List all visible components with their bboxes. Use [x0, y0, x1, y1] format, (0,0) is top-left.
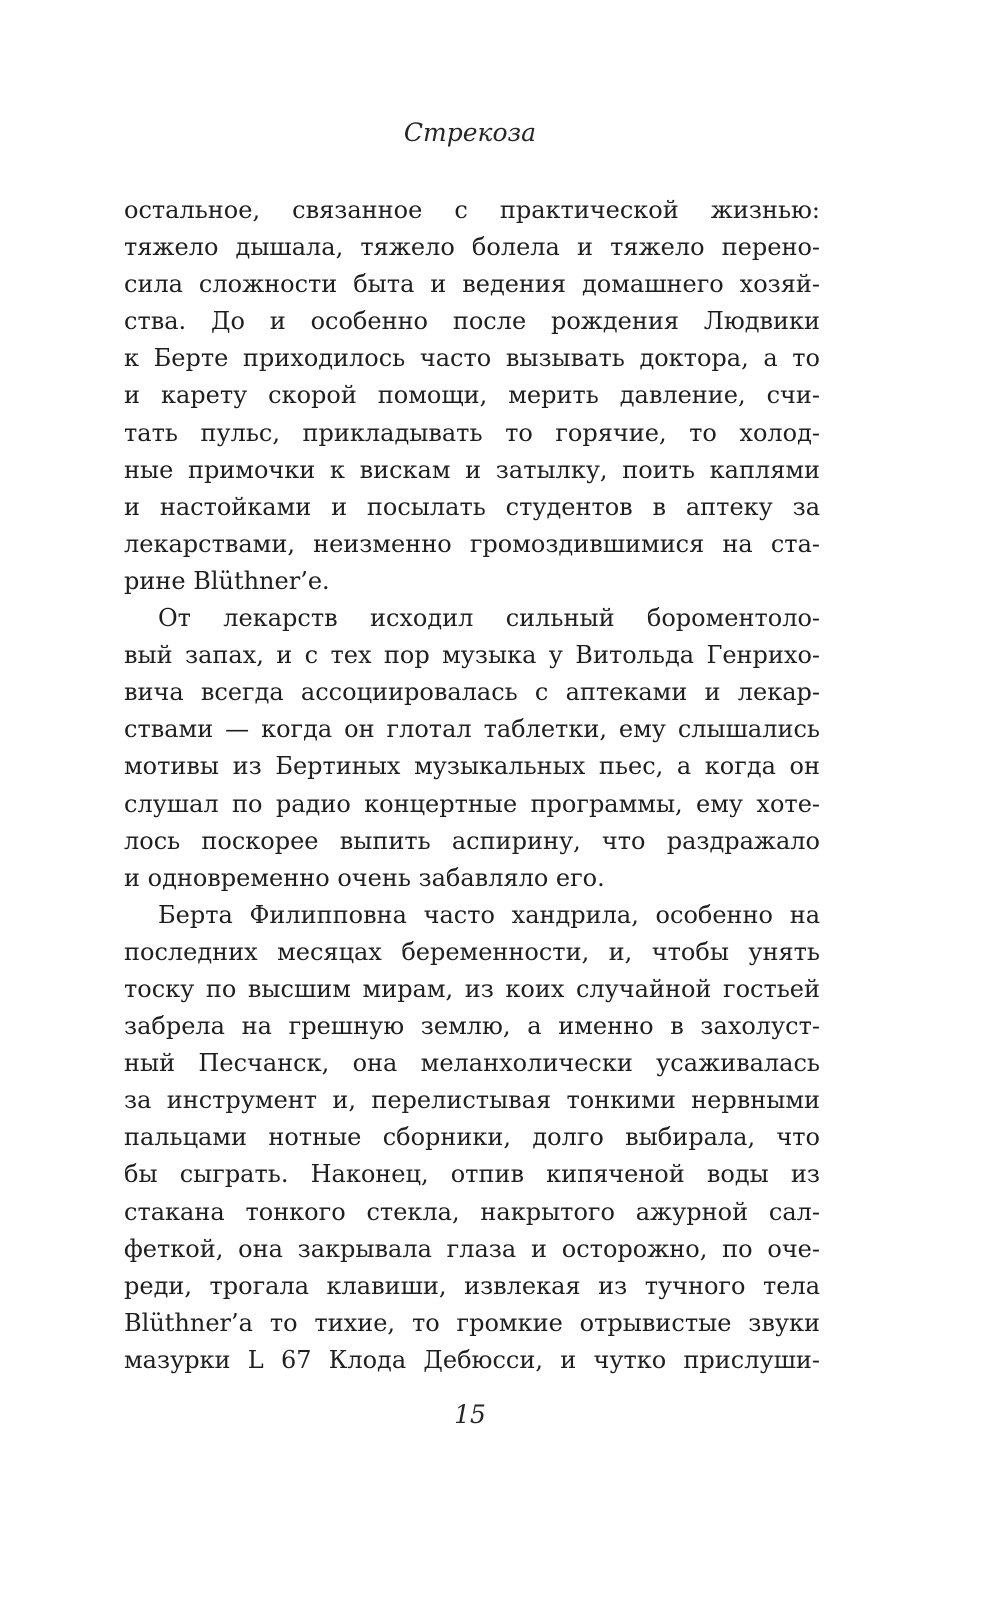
text-line: тяжело дышала, тяжело болела и тяжело перено- — [124, 233, 820, 262]
text-line: феткой, она закрывала глаза и осторожно, по оче- — [124, 1234, 820, 1263]
text-line: ные примочки к вискам и затылку, поить каплями — [124, 455, 820, 484]
text-line: ный Песчанск, она меланхолически усаживалась — [124, 1049, 820, 1078]
text-line: забрела на грешную землю, а именно в захолуст- — [124, 1012, 820, 1041]
text-line: пальцами нотные сборники, долго выбирала, что — [124, 1123, 820, 1152]
text-line: стакана тонкого стекла, накрытого ажурной сал- — [124, 1197, 820, 1226]
running-head: Стрекоза — [403, 118, 537, 147]
body-text — [124, 192, 820, 1379]
text-line: и настойками и посылать студентов в аптеку за — [124, 492, 820, 521]
text-line: вича всегда ассоциировалась с аптеками и лекар- — [124, 678, 820, 707]
text-line: и одновременно очень забавляло его. — [124, 863, 605, 892]
text-line: остальное, связанное с практической жизнью: — [124, 196, 820, 224]
text-line: рине Blüthner’е. — [124, 566, 330, 595]
text-line: реди, трогала клавиши, извлекая из тучного тела — [124, 1271, 820, 1300]
text-line: Берта Филипповна часто хандрила, особенно на — [158, 900, 820, 929]
text-line: мазурки L 67 Клода Дебюсси, и чутко прислуши- — [124, 1345, 820, 1374]
text-line: вый запах, и с тех пор музыка у Витольда Генрихо- — [124, 641, 820, 670]
text-line: последних месяцах беременности, и, чтобы унять — [124, 937, 820, 966]
text-line: бы сыграть. Наконец, отпив кипяченой воды из — [124, 1160, 820, 1189]
text-line: ствами — когда он глотал таблетки, ему слышались — [124, 715, 820, 744]
text-line: слушал по радио концертные программы, ему хоте- — [124, 789, 820, 818]
text-line: тать пульс, прикладывать то горячие, то холод- — [124, 418, 820, 447]
text-line: Blüthner’а то тихие, то громкие отрывистые звуки — [124, 1308, 820, 1337]
text-line: лекарствами, неизменно громоздившимися на ста- — [124, 529, 820, 558]
text-line: и карету скорой помощи, мерить давление, счи- — [124, 381, 820, 410]
text-line: тоску по высшим мирам, из коих случайной гостьей — [124, 974, 820, 1003]
text-line: мотивы из Бертиных музыкальных пьес, а когда он — [124, 752, 820, 781]
text-line: за инструмент и, перелистывая тонкими нервными — [124, 1086, 820, 1115]
text-line: к Берте приходилось часто вызывать доктора, а то — [124, 344, 820, 373]
text-line: лось поскорее выпить аспирину, что раздражало — [124, 826, 820, 855]
text-line: От лекарств исходил сильный бороментоло- — [158, 604, 820, 633]
page-number: 15 — [454, 1400, 486, 1429]
text-line: ства. До и особенно после рождения Людвики — [124, 307, 820, 336]
text-line: сила сложности быта и ведения домашнего хозяй- — [124, 270, 820, 299]
